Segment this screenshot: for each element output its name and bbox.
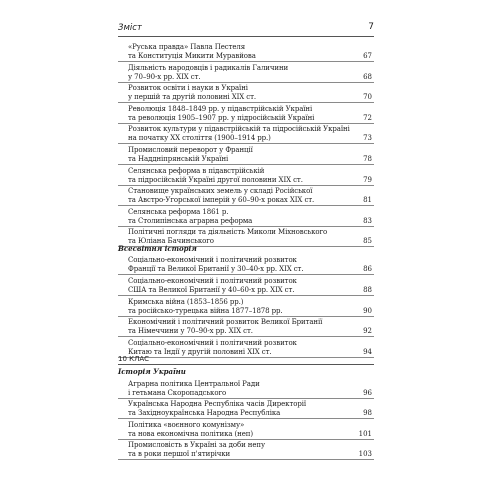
toc-entry-line: Розвиток освіти і науки в Україні xyxy=(128,84,248,93)
toc-entry-line: Економічний і політичний розвиток Великої Британії xyxy=(128,318,323,327)
toc-entry-line: та Наддніпрянській Україні xyxy=(128,155,229,163)
toc-entry-page: 90 xyxy=(363,306,372,315)
toc-entry-line: Кримська війна (1853–1856 рр.) xyxy=(128,297,244,306)
toc-entry-line: Соціально-економічний і політичний розвиток xyxy=(128,276,297,285)
toc-entry-line: і гетьмана Скоропадського xyxy=(128,389,227,397)
toc-entry-page: 72 xyxy=(363,113,372,122)
toc-entry-page: 98 xyxy=(363,409,372,418)
toc-entry-line: Політика «воєнного комунізму» xyxy=(128,420,245,429)
page-number: 7 xyxy=(368,22,374,32)
toc-entry-line: Діяльність народовців і радикалів Галичини xyxy=(128,63,289,72)
toc-entry-line: Політичні погляди та діяльність Миколи Міхновського xyxy=(128,228,328,237)
toc-entry-line: Промисловий переворот у Франції xyxy=(128,146,253,154)
toc-entry-page: 67 xyxy=(363,52,372,60)
toc-entry-line: Селянська реформа 1861 р. xyxy=(128,207,229,216)
grade-divider xyxy=(118,364,374,365)
toc-entry-line: Китаю та Індії у другій половині ХІХ ст. xyxy=(128,348,272,357)
toc-entry-line: Промисловість в Україні за доби непу xyxy=(128,441,265,450)
toc-entry-line: США та Великої Британії у 40–60-х рр. ХІХ ст. xyxy=(128,285,295,294)
section-heading-ukraine-history: Історія України xyxy=(118,367,186,376)
toc-entry-line: та Західноукраїнська Народна Республіка xyxy=(128,409,281,418)
toc-entry-line: «Руська правда» Павла Пестеля xyxy=(128,43,246,51)
toc-entry-page: 101 xyxy=(358,429,372,438)
toc-entry-line: Франції та Великої Британії у 30–40-х рр. ХІХ ст. xyxy=(128,265,304,273)
toc-entry-page: 92 xyxy=(363,327,372,336)
section-heading-world-history: Всесвітня історія xyxy=(118,244,197,253)
toc-entry-line: Розвиток культури у підавстрійській та підросійській Україні xyxy=(128,125,350,134)
toc-entry-page: 86 xyxy=(363,265,372,273)
toc-entry-line: та революція 1905–1907 рр. у підросійській Україні xyxy=(128,113,315,122)
toc-entry-line: та нова економічна політика (неп) xyxy=(128,429,253,438)
toc-entry-page: 73 xyxy=(363,134,372,143)
toc-entry-line: та Німеччини у 70–90-х рр. ХІХ ст. xyxy=(128,327,253,336)
page-title: Зміст xyxy=(118,23,142,33)
toc-entry-line: Соціально-економічний і політичний розвиток xyxy=(128,256,297,264)
toc-entry-page: 96 xyxy=(363,389,372,397)
toc-entry-line: Селянська реформа в підавстрійській xyxy=(128,166,265,175)
grade-heading: 10 КЛАС xyxy=(118,355,150,363)
toc-entry-line: та Столипінська аграрна реформа xyxy=(128,216,253,225)
toc-entry-page: 85 xyxy=(363,237,372,246)
toc-entry-line: Становище українських земель у складі Російської xyxy=(128,187,313,196)
toc-entry-page: 94 xyxy=(363,348,372,357)
toc-entry-line: у 70–90-х рр. ХІХ ст. xyxy=(128,72,201,81)
toc-entry-line: Революція 1848–1849 рр. у підавстрійській Україні xyxy=(128,104,313,113)
toc-entry-page: 83 xyxy=(363,216,372,225)
toc-entry-line: на початку ХХ століття (1900–1914 рр.) xyxy=(128,134,271,143)
toc-entry-page: 88 xyxy=(363,285,372,294)
page-header xyxy=(118,22,374,37)
toc-entry-page: 78 xyxy=(363,155,372,163)
toc-entry-line: Соціально-економічний і політичний розвиток xyxy=(128,339,297,348)
toc-entry-line: та Австро-Угорської імперій у 60–90-х роках ХІХ ст. xyxy=(128,196,315,205)
toc-entry-page: 81 xyxy=(363,196,372,205)
toc-entry-page: 103 xyxy=(358,450,372,459)
toc-entry-page: 68 xyxy=(363,72,372,81)
toc-entry-page: 70 xyxy=(363,93,372,102)
toc-entry-line: та Юліана Бачинського xyxy=(128,237,214,246)
toc-entry-line: та підросійській Україні другої половини ХІХ ст. xyxy=(128,175,303,184)
toc-entry-line: та Конституція Микити Муравйова xyxy=(128,52,256,60)
toc-entry-line: Українська Народна Республіка часів Директорії xyxy=(128,400,307,409)
toc-entry-page: 79 xyxy=(363,175,372,184)
toc-entry-line: Аграрна політика Центральної Ради xyxy=(128,380,260,388)
toc-entry-line: та в роки першої п'ятирічки xyxy=(128,450,231,459)
toc-entry-line: у першій та другій половині ХІХ ст. xyxy=(128,93,256,102)
toc-entry-line: та російсько-турецька війна 1877–1878 рр. xyxy=(128,306,283,315)
